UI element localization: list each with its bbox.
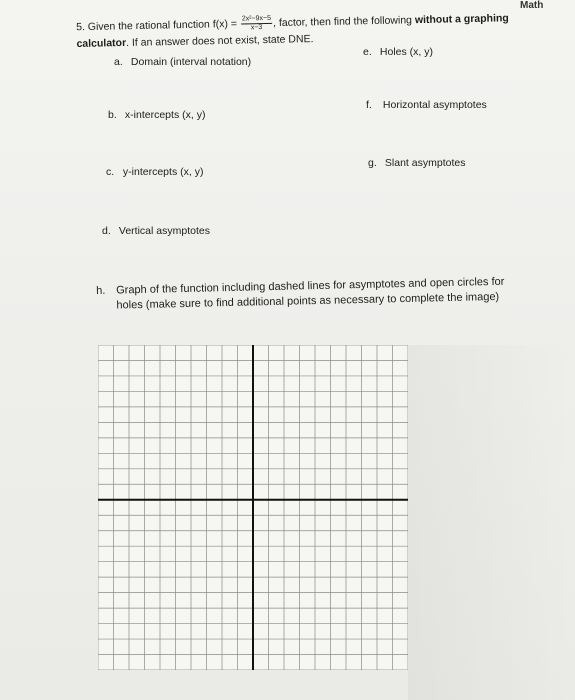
part-b-text: x-intercepts (x, y) (124, 109, 206, 121)
part-b (108, 109, 205, 121)
part-e-label: e. (363, 46, 372, 58)
fraction-denominator: x−3 (250, 24, 263, 32)
function-lhs: f(x) = (212, 17, 238, 31)
part-g-text: Slant asymptotes (384, 157, 466, 169)
part-h-line2: holes (make sure to find additional points as necessary to complete the image) (116, 290, 500, 312)
grid-svg (98, 345, 408, 670)
question-intro: Given the rational function (87, 18, 210, 34)
part-c-text: y-intercepts (x, y) (122, 166, 204, 178)
part-f-text: Horizontal asymptotes (382, 99, 487, 111)
part-e (363, 46, 433, 58)
question-after-fraction: , factor, then find the following (272, 14, 413, 30)
function-fraction (241, 15, 273, 33)
part-c-label: c. (106, 166, 115, 178)
question-header (76, 9, 547, 52)
corner-text: Math (520, 0, 544, 11)
part-g-label: g. (368, 157, 377, 169)
part-a-text: Domain (interval notation) (130, 56, 252, 68)
part-e-text: Holes (x, y) (379, 46, 434, 58)
part-a (114, 56, 251, 68)
question-bold-phrase: without a graphing calculator (76, 12, 509, 50)
part-f (366, 99, 487, 111)
part-d-text: Vertical asymptotes (118, 225, 210, 237)
paper-shadow (408, 345, 575, 700)
part-c (106, 166, 203, 178)
part-d (102, 225, 210, 237)
part-f-label: f. (366, 99, 372, 111)
part-h-label: h. (96, 284, 106, 297)
question-trailing: . If an answer does not exist, state DNE. (125, 33, 314, 49)
part-g (368, 157, 465, 169)
part-d-label: d. (102, 225, 111, 237)
question-number: 5. (76, 21, 86, 34)
part-b-label: b. (108, 109, 117, 121)
graph-grid[interactable] (98, 345, 408, 670)
part-h (96, 274, 557, 314)
part-a-label: a. (114, 56, 123, 68)
part-h-line1: Graph of the function including dashed lines for asymptotes and open circles for (116, 275, 505, 297)
fraction-numerator: 2x²−9x−5 (241, 15, 272, 25)
